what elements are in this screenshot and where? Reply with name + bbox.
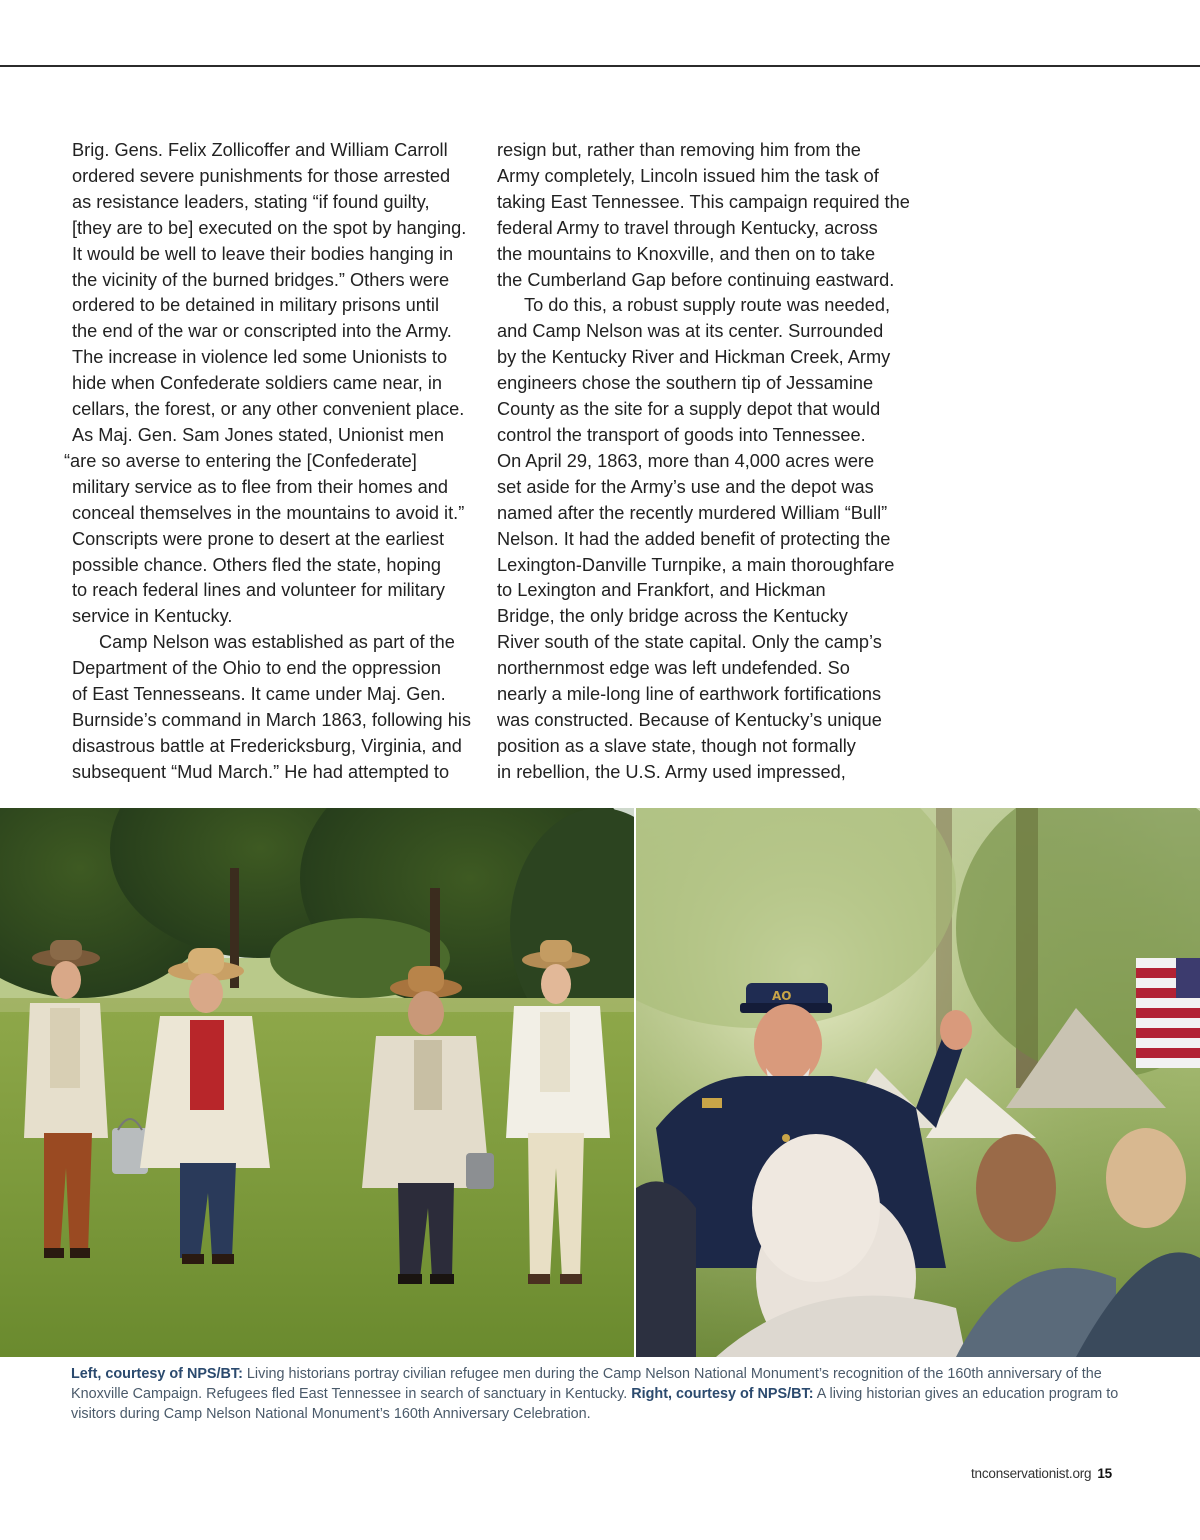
text-line: Nelson. It had the added benefit of protecting the — [497, 528, 891, 549]
text-line: by the Kentucky River and Hickman Creek, Army — [497, 347, 891, 368]
hat-insignia: AO — [772, 989, 792, 1003]
text-line: was constructed. Because of Kentucky’s unique — [497, 709, 882, 730]
text-line: ordered severe punishments for those arrested — [72, 165, 451, 186]
text-line: position as a slave state, though not formally — [497, 735, 856, 756]
text-line: named after the recently murdered William “Bull” — [497, 502, 888, 523]
text-line: and Camp Nelson was at its center. Surrounded — [497, 321, 884, 342]
text-line: to Lexington and Frankfort, and Hickman — [497, 580, 826, 601]
text-line: Army completely, Lincoln issued him the task of — [497, 165, 879, 186]
text-line: nearly a mile-long line of earthwork fortifications — [497, 684, 882, 705]
caption-left-text: Living historians portray civilian refugee men during the Camp Nelson National Monument’s recognition of the 160th anniversary of the Knoxville Campaign. Refugees fled East Tennessee in search of sanctuary in Kentucky. — [71, 1366, 1102, 1402]
text-line: service in Kentucky. — [72, 606, 233, 627]
caption-right-credit: Right, courtesy of NPS/BT: — [631, 1386, 814, 1402]
text-line: the mountains to Knoxville, and then on to take — [497, 243, 876, 264]
text-line: The increase in violence led some Unionists to — [72, 347, 448, 368]
text-line: set aside for the Army’s use and the depot was — [497, 476, 874, 497]
text-line: northernmost edge was left undefended. So — [497, 658, 850, 679]
text-line: Brig. Gens. Felix Zollicoffer and William Carroll — [72, 140, 448, 160]
text-line: As Maj. Gen. Sam Jones stated, Unionist men — [72, 424, 445, 445]
text-line: “are so averse to entering the [Confederate] — [64, 450, 417, 471]
article-column-right — [497, 138, 910, 786]
page-number: 15 — [1097, 1466, 1112, 1481]
photo-refugee-reenactors-illustration — [0, 808, 634, 1357]
text-line: the end of the war or conscripted into the Army. — [72, 321, 452, 342]
text-line: engineers chose the southern tip of Jessamine — [497, 373, 874, 394]
header-rule — [0, 65, 1200, 67]
paragraph-start: To do this, a robust supply route was needed, — [524, 295, 890, 316]
text-line: of East Tennesseans. It came under Maj. Gen. — [72, 684, 446, 705]
text-line: taking East Tennessee. This campaign required the — [497, 191, 910, 212]
text-line: resign but, rather than removing him from the — [497, 140, 861, 160]
text-line: Conscripts were prone to desert at the earliest — [72, 528, 445, 549]
text-line: On April 29, 1863, more than 4,000 acres were — [497, 450, 875, 471]
text-line: Department of the Ohio to end the oppression — [72, 658, 442, 679]
text-line: [they are to be] executed on the spot by hanging. — [72, 217, 467, 238]
photo-living-historian-illustration — [636, 808, 1200, 1357]
text-line: River south of the state capital. Only the camp’s — [497, 632, 882, 653]
text-line: the vicinity of the burned bridges.” Others were — [72, 269, 450, 290]
text-line: conceal themselves in the mountains to avoid it.” — [72, 502, 465, 523]
photo-refugee-reenactors — [0, 808, 634, 1357]
text-line: ordered to be detained in military prisons until — [72, 295, 439, 316]
page-footer — [971, 1466, 1112, 1481]
text-line: subsequent “Mud March.” He had attempted to — [72, 761, 450, 782]
text-line: It would be well to leave their bodies hanging in — [72, 243, 454, 264]
text-line: as resistance leaders, stating “if found guilty, — [72, 191, 430, 212]
text-line: hide when Confederate soldiers came near, in — [72, 373, 443, 394]
text-line: disastrous battle at Fredericksburg, Virginia, and — [72, 735, 462, 756]
text-line: the Cumberland Gap before continuing eastward. — [497, 269, 895, 290]
text-line: military service as to flee from their homes and — [72, 476, 449, 497]
text-line: County as the site for a supply depot that would — [497, 399, 881, 420]
article-column-left — [64, 138, 482, 786]
text-line: possible chance. Others fled the state, hoping — [72, 554, 442, 575]
caption-right-text: A living historian gives an education program to visitors during Camp Nelson National Monument’s 160th Anniversary Celebration. — [71, 1386, 1119, 1422]
caption-left-credit: Left, courtesy of NPS/BT: — [71, 1366, 243, 1382]
text-line: to reach federal lines and volunteer for military — [72, 580, 446, 601]
text-line: Bridge, the only bridge across the Kentucky — [497, 606, 848, 627]
text-line: in rebellion, the U.S. Army used impressed, — [497, 761, 846, 782]
text-line: cellars, the forest, or any other convenient place. — [72, 399, 465, 420]
photo-caption — [71, 1364, 1131, 1424]
text-line: Lexington-Danville Turnpike, a main thoroughfare — [497, 554, 895, 575]
footer-site-url: tnconservationist.org — [971, 1466, 1092, 1481]
text-line: federal Army to travel through Kentucky, across — [497, 217, 878, 238]
paragraph-start: Camp Nelson was established as part of the — [99, 632, 455, 653]
text-line: Burnside’s command in March 1863, following his — [72, 709, 471, 730]
photo-living-historian — [636, 808, 1200, 1357]
text-line: control the transport of goods into Tennessee. — [497, 424, 866, 445]
